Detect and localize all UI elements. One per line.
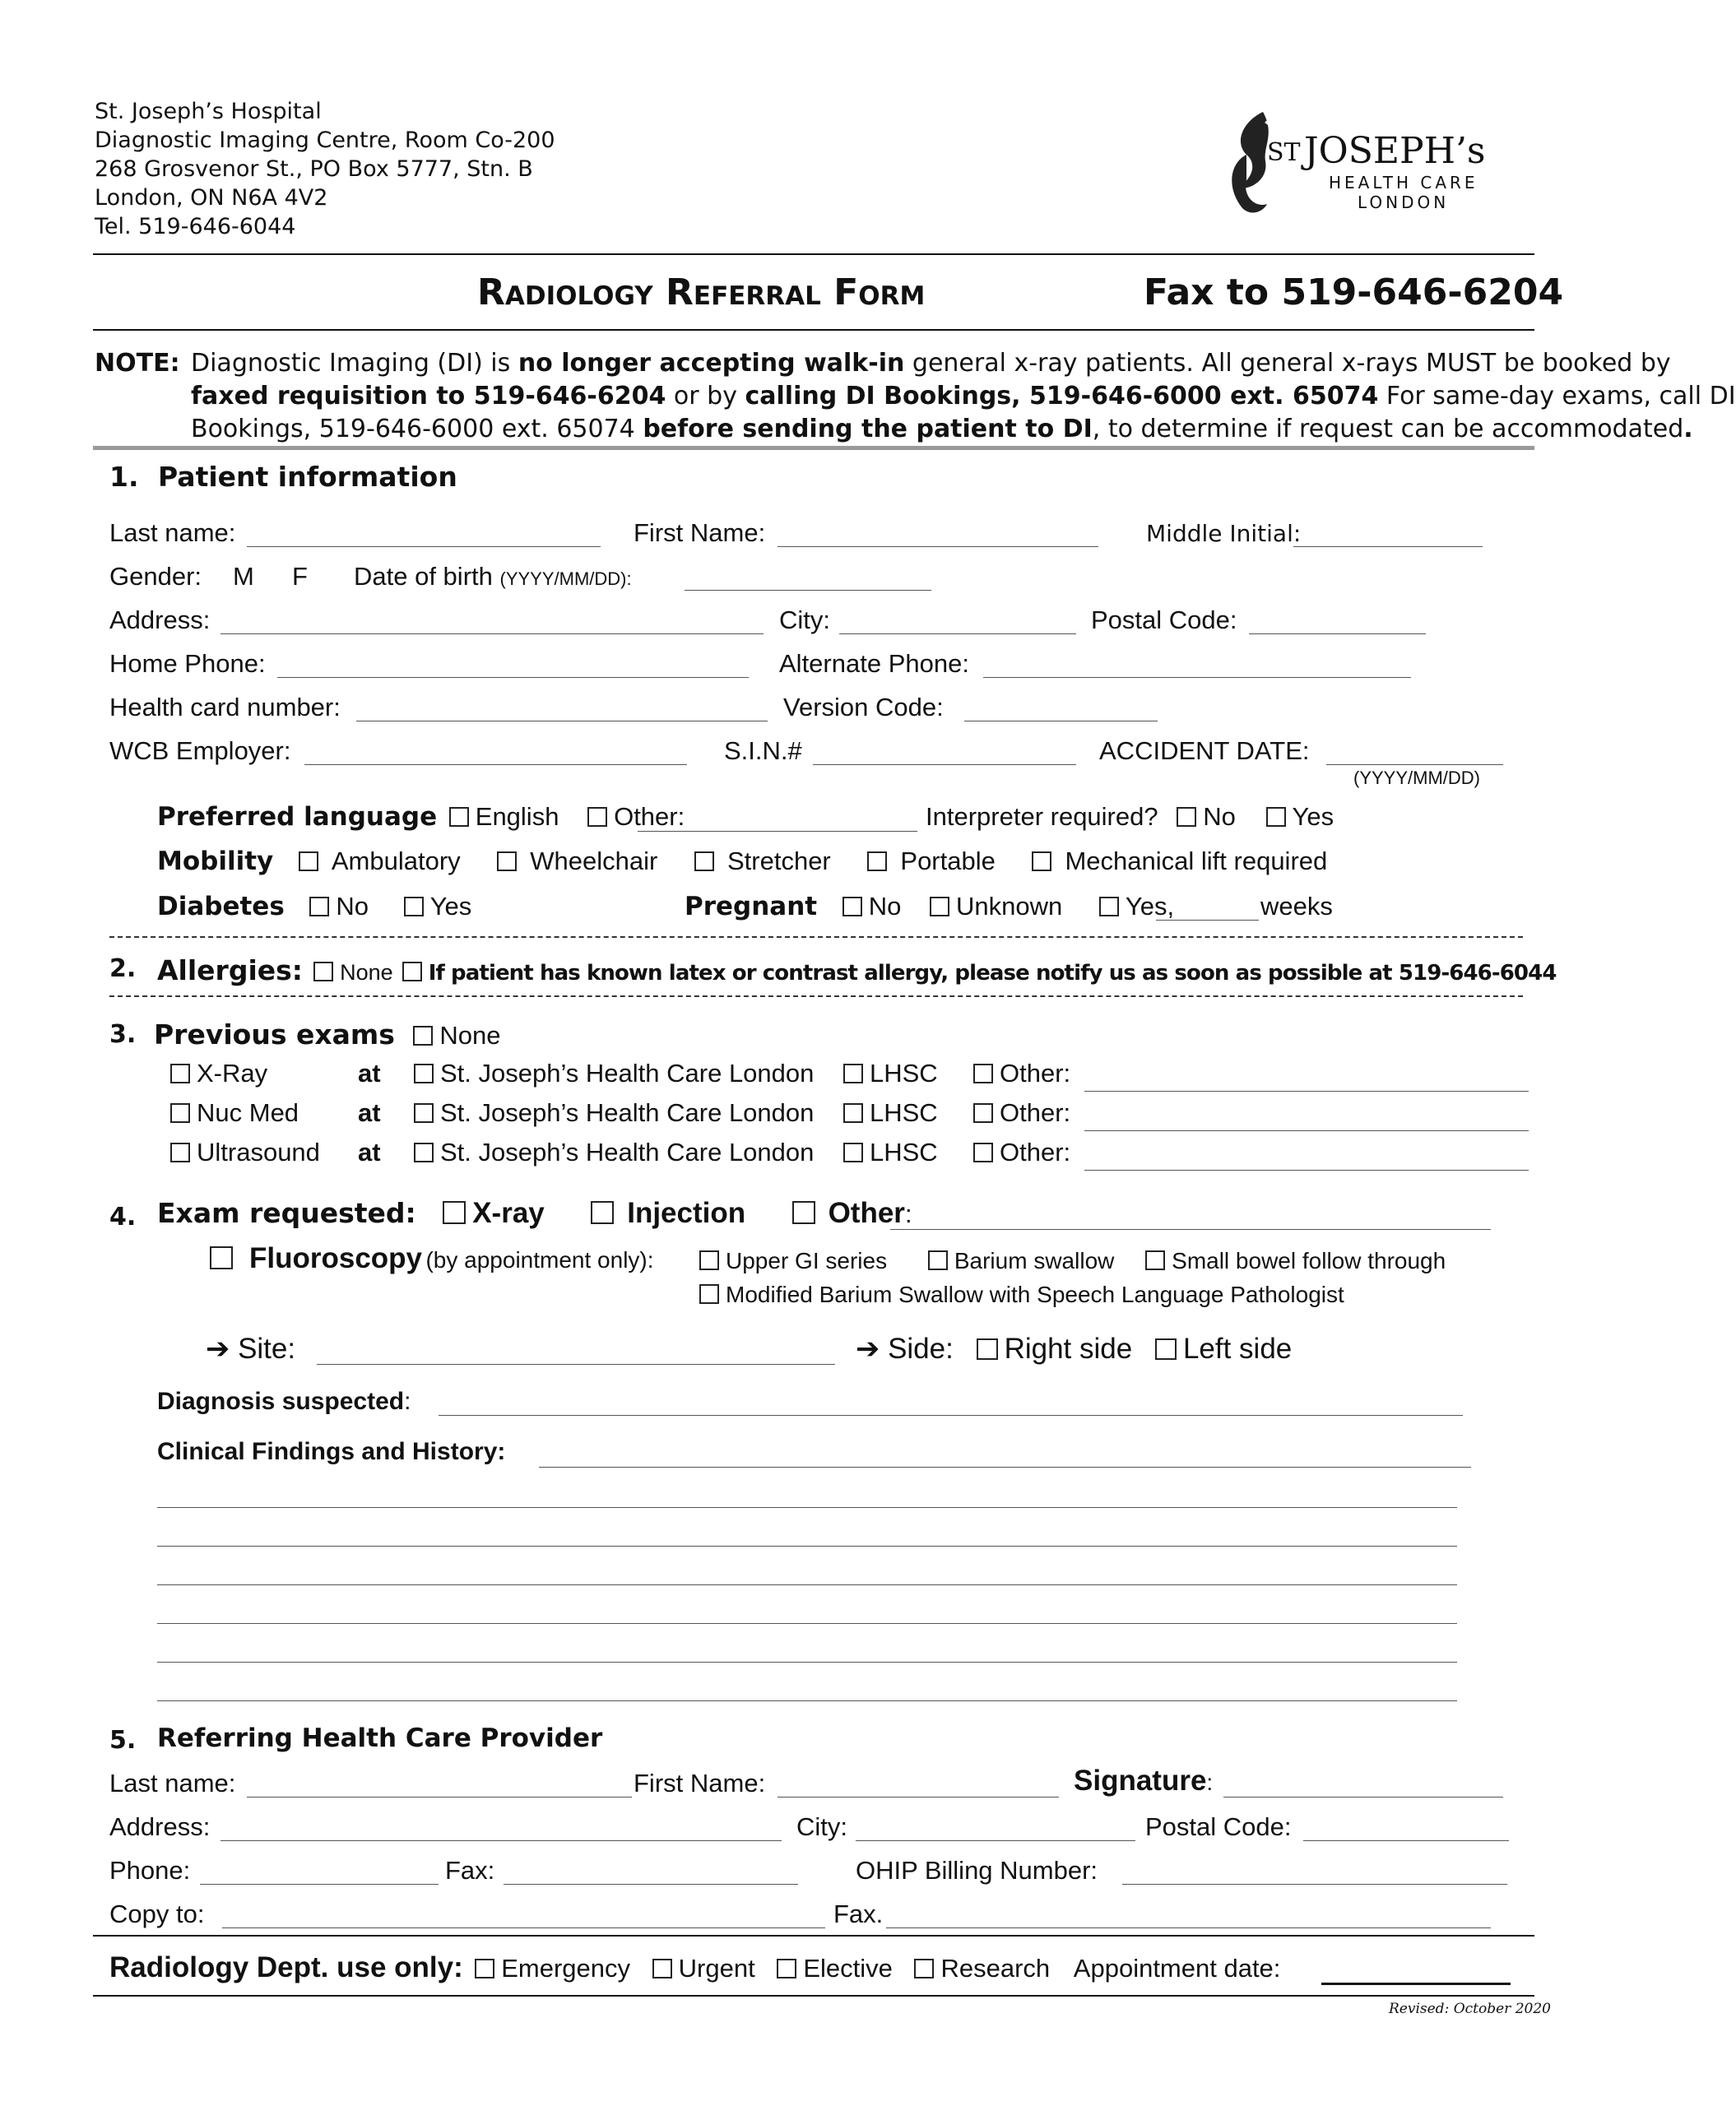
wcb-employer-label: WCB Employer: — [109, 736, 291, 765]
provider-address-label: Address: — [109, 1812, 211, 1841]
middle-initial-field[interactable] — [1293, 546, 1483, 547]
diagnosis-row: Diagnosis suspected: — [157, 1388, 411, 1415]
sjhc-checkbox[interactable] — [414, 1143, 434, 1162]
copy-fax-field[interactable] — [886, 1927, 1491, 1928]
mechanical-lift-checkbox[interactable] — [1032, 851, 1051, 871]
research-checkbox[interactable] — [914, 1959, 934, 1978]
other-checkbox[interactable] — [973, 1143, 993, 1162]
address-line: Diagnostic Imaging Centre, Room Co-200 — [95, 128, 555, 153]
modified-barium-checkbox[interactable] — [699, 1284, 719, 1304]
postal-code-field[interactable] — [1249, 633, 1426, 634]
alternate-phone-field[interactable] — [983, 677, 1411, 678]
interpreter-yes-checkbox[interactable] — [1266, 807, 1286, 827]
allergy-flag-checkbox[interactable] — [402, 962, 422, 981]
prev-exam-row: Ultrasound — [170, 1138, 320, 1167]
clinical-findings-line[interactable] — [157, 1546, 1457, 1547]
portable-checkbox[interactable] — [867, 851, 887, 871]
divider — [93, 1995, 1534, 1997]
english-checkbox[interactable] — [449, 807, 469, 827]
prev-exam-other-field[interactable] — [1084, 1091, 1529, 1092]
provider-phone-field[interactable] — [200, 1884, 439, 1885]
pregnant-row: Pregnant No Unknown Yes, — [685, 892, 1175, 921]
urgent-checkbox[interactable] — [652, 1959, 672, 1978]
provider-address-field[interactable] — [220, 1840, 782, 1841]
home-phone-field[interactable] — [277, 677, 749, 678]
section-number: 1. — [109, 461, 139, 493]
health-card-label: Health card number: — [109, 693, 341, 721]
prev-exam-other: Other: — [973, 1098, 1070, 1128]
sjhc-checkbox[interactable] — [414, 1103, 434, 1123]
copy-to-field[interactable] — [222, 1927, 825, 1928]
diabetes-yes-checkbox[interactable] — [404, 897, 424, 916]
middle-initial-label: Middle Initial: — [1146, 520, 1302, 547]
upper-gi-checkbox[interactable] — [699, 1250, 719, 1270]
fax-number: Fax to 519-646-6204 — [1144, 271, 1564, 313]
clinical-findings-line[interactable] — [157, 1700, 1457, 1701]
section-title: Referring Health Care Provider — [157, 1723, 603, 1753]
previous-exams-title: Previous exams — [154, 1018, 395, 1051]
copy-fax-label: Fax. — [833, 1900, 884, 1928]
divider — [93, 446, 1534, 450]
appointment-date-field[interactable] — [1321, 1983, 1511, 1985]
address-label: Address: — [109, 605, 211, 634]
allergies-label: Allergies: — [157, 954, 303, 986]
elective-checkbox[interactable] — [777, 1959, 796, 1978]
prev-exam-other: Other: — [973, 1138, 1070, 1167]
allergies-none-checkbox[interactable] — [313, 962, 333, 981]
small-bowel-checkbox[interactable] — [1145, 1250, 1165, 1270]
patient-last-name-field[interactable] — [247, 546, 601, 547]
note-line-3: Bookings, 519-646-6000 ext. 65074 before sending the patient to DI, to determine if request can be accommodated. — [191, 415, 1693, 443]
section-title: Patient information — [158, 461, 457, 493]
revised-date: Revised: October 2020 — [1389, 2001, 1551, 2017]
postal-code-label: Postal Code: — [1091, 605, 1237, 634]
ohip-field[interactable] — [1122, 1884, 1507, 1885]
left-side-checkbox[interactable] — [1155, 1338, 1177, 1360]
other-exam-checkbox[interactable] — [792, 1201, 815, 1224]
prev-exam-sjhc: St. Joseph’s Health Care London — [414, 1138, 814, 1167]
weeks-field[interactable] — [1156, 920, 1259, 921]
prev-exam-other-field[interactable] — [1084, 1130, 1529, 1131]
provider-first-name-label: First Name: — [634, 1769, 766, 1798]
clinical-findings-label: Clinical Findings and History: — [157, 1438, 506, 1465]
pregnant-no-checkbox[interactable] — [842, 897, 862, 916]
radiology-use-label: Radiology Dept. use only: — [109, 1951, 463, 1983]
address-line: St. Joseph’s Hospital — [95, 99, 322, 124]
prev-exam-other: Other: — [973, 1059, 1070, 1088]
provider-first-name-field[interactable] — [777, 1797, 1059, 1798]
version-code-label: Version Code: — [783, 693, 944, 721]
prev-exam-sjhc: St. Joseph’s Health Care London — [414, 1059, 814, 1088]
barium-swallow-checkbox[interactable] — [928, 1250, 948, 1270]
note-line-2: faxed requisition to 519-646-6204 or by calling DI Bookings, 519-646-6000 ext. 65074 For same-day exams, call DI — [191, 382, 1736, 411]
sin-field[interactable] — [813, 764, 1076, 765]
gender-f-option[interactable]: F — [292, 562, 308, 591]
fluoroscopy-checkbox[interactable] — [210, 1246, 233, 1269]
st-josephs-logo — [1218, 105, 1489, 220]
divider — [93, 253, 1534, 255]
signature-field[interactable] — [1223, 1797, 1503, 1798]
prev-exam-lhsc: LHSC — [843, 1098, 938, 1128]
nuc-med-prev-checkbox[interactable] — [170, 1103, 190, 1123]
other-checkbox[interactable] — [973, 1103, 993, 1123]
home-phone-label: Home Phone: — [109, 649, 266, 678]
logo-main: JOSEPH’s — [1304, 130, 1486, 172]
clinical-findings-line[interactable] — [157, 1623, 1457, 1624]
section-number: 5. — [109, 1726, 137, 1755]
prev-exam-lhsc: LHSC — [843, 1059, 938, 1088]
provider-last-name-label: Last name: — [109, 1769, 236, 1798]
diabetes-no-checkbox[interactable] — [309, 897, 329, 916]
clinical-findings-line[interactable] — [157, 1662, 1457, 1663]
accident-date-format: (YYYY/MM/DD) — [1353, 768, 1480, 788]
arrow-icon: ➔ — [206, 1333, 230, 1365]
arrow-icon: ➔ — [856, 1333, 880, 1365]
mbs-option: Modified Barium Swallow with Speech Language Pathologist — [699, 1282, 1344, 1308]
fluoro-options: Upper GI series Barium swallow Small bowel follow through — [699, 1248, 1446, 1274]
dob-label: Date of birth (YYYY/MM/DD): — [354, 562, 632, 591]
other-language-field[interactable] — [638, 831, 917, 832]
hospital-address — [95, 97, 555, 241]
xray-prev-checkbox[interactable] — [170, 1064, 190, 1083]
provider-fax-label: Fax: — [445, 1856, 495, 1885]
patient-first-name-field[interactable] — [777, 546, 1098, 547]
allergies-row: Allergies: None If patient has known latex or contrast allergy, please notify us as soon as possible at 519-646-6044 — [157, 954, 1557, 986]
provider-fax-field[interactable] — [504, 1884, 798, 1885]
exam-requested-title: Exam requested: — [157, 1197, 416, 1229]
provider-city-label: City: — [796, 1812, 847, 1841]
other-exam-field[interactable] — [890, 1229, 1491, 1230]
address-line: Tel. 519-646-6044 — [95, 214, 296, 239]
signature-label: Signature: — [1074, 1765, 1214, 1797]
fluoroscopy-row: Fluoroscopy (by appointment only): — [210, 1242, 654, 1275]
city-field[interactable] — [839, 633, 1076, 634]
alternate-phone-label: Alternate Phone: — [779, 649, 969, 678]
lhsc-checkbox[interactable] — [843, 1064, 863, 1083]
prev-exam-other-field[interactable] — [1084, 1170, 1529, 1171]
gender-label: Gender: — [109, 562, 202, 591]
previous-none-checkbox[interactable] — [413, 1026, 433, 1046]
clinical-findings-field[interactable] — [539, 1467, 1471, 1468]
pregnant-yes-checkbox[interactable] — [1099, 897, 1119, 916]
exam-requested-row: Exam requested: X-ray Injection Other: — [157, 1197, 912, 1229]
provider-postal-label: Postal Code: — [1145, 1812, 1292, 1841]
mobility-row: Mobility Ambulatory Wheelchair Stretcher Portable Mechanical lift required — [157, 847, 1328, 876]
form-title: Radiology Referral Form — [477, 271, 926, 313]
divider — [109, 936, 1523, 938]
prev-exam-row: Nuc Med — [170, 1098, 299, 1128]
provider-postal-field[interactable] — [1303, 1840, 1509, 1841]
preferred-language-label: Preferred language — [157, 802, 438, 832]
interpreter-no-checkbox[interactable] — [1177, 807, 1196, 827]
sin-label: S.I.N.# — [724, 736, 802, 765]
ohip-label: OHIP Billing Number: — [856, 1856, 1098, 1885]
accident-date-field[interactable] — [1326, 764, 1503, 765]
injection-checkbox[interactable] — [591, 1201, 614, 1224]
logo-line2: HEALTH CARE — [1329, 173, 1478, 193]
dob-field[interactable] — [685, 590, 931, 591]
at-label: at — [358, 1138, 381, 1167]
address-field[interactable] — [220, 633, 764, 634]
xray-checkbox[interactable] — [443, 1201, 466, 1224]
other-checkbox[interactable] — [973, 1064, 993, 1083]
note-label: NOTE: — [95, 349, 180, 378]
clinical-findings-line[interactable] — [157, 1507, 1457, 1508]
other-language-checkbox[interactable] — [587, 807, 607, 827]
wheelchair-checkbox[interactable] — [497, 851, 517, 871]
lhsc-checkbox[interactable] — [843, 1103, 863, 1123]
at-label: at — [358, 1059, 381, 1088]
at-label: at — [358, 1098, 381, 1127]
note-line-1: Diagnostic Imaging (DI) is no longer accepting walk-in general x-ray patients. All general x-rays MUST be booked by — [191, 349, 1671, 378]
divider — [93, 1935, 1534, 1937]
site-row: ➔ Site: — [206, 1333, 296, 1365]
divider — [109, 995, 1523, 997]
radiology-use-row: Radiology Dept. use only: Emergency Urgent Elective Research Appointment date: — [109, 1951, 1281, 1983]
diabetes-row: Diabetes No Yes — [157, 892, 472, 921]
weeks-label: weeks — [1260, 892, 1333, 921]
emergency-checkbox[interactable] — [475, 1959, 494, 1978]
interpreter-row: Interpreter required? No Yes — [926, 802, 1334, 831]
previous-exams-row: Previous exams None — [154, 1018, 501, 1051]
diagnosis-field[interactable] — [439, 1415, 1463, 1416]
patient-last-name-label: Last name: — [109, 518, 236, 547]
copy-to-label: Copy to: — [109, 1900, 205, 1928]
lhsc-checkbox[interactable] — [843, 1143, 863, 1162]
site-field[interactable] — [317, 1364, 835, 1365]
provider-phone-label: Phone: — [109, 1856, 191, 1885]
divider — [93, 329, 1534, 331]
gender-m-option[interactable]: M — [233, 562, 254, 591]
preferred-language-row: Preferred language English Other: — [157, 802, 685, 832]
appointment-date-label: Appointment date: — [1073, 1954, 1281, 1983]
provider-city-field[interactable] — [856, 1840, 1135, 1841]
sjhc-checkbox[interactable] — [414, 1064, 434, 1083]
logo-prefix: ST — [1267, 138, 1301, 167]
address-line: 268 Grosvenor St., PO Box 5777, Stn. B — [95, 156, 533, 182]
accident-date-label: ACCIDENT DATE: — [1099, 736, 1310, 765]
prev-exam-lhsc: LHSC — [843, 1138, 938, 1167]
logo-line3: LONDON — [1358, 193, 1450, 212]
section-number: 4. — [109, 1203, 137, 1232]
prev-exam-row: X-Ray — [170, 1059, 267, 1088]
patient-first-name-label: First Name: — [634, 518, 766, 547]
ultrasound-prev-checkbox[interactable] — [170, 1143, 190, 1162]
stretcher-checkbox[interactable] — [694, 851, 714, 871]
side-row: ➔ Side: Right side Left side — [856, 1333, 1293, 1365]
clinical-findings-line[interactable] — [157, 1584, 1457, 1585]
city-label: City: — [779, 605, 830, 634]
right-side-checkbox[interactable] — [977, 1338, 998, 1360]
prev-exam-sjhc: St. Joseph’s Health Care London — [414, 1098, 814, 1128]
section-number: 2. — [109, 954, 137, 983]
address-line: London, ON N6A 4V2 — [95, 185, 328, 211]
section-number: 3. — [109, 1020, 137, 1049]
wcb-employer-field[interactable] — [304, 764, 687, 765]
ambulatory-checkbox[interactable] — [299, 851, 318, 871]
provider-last-name-field[interactable] — [247, 1797, 632, 1798]
pregnant-unknown-checkbox[interactable] — [930, 897, 949, 916]
